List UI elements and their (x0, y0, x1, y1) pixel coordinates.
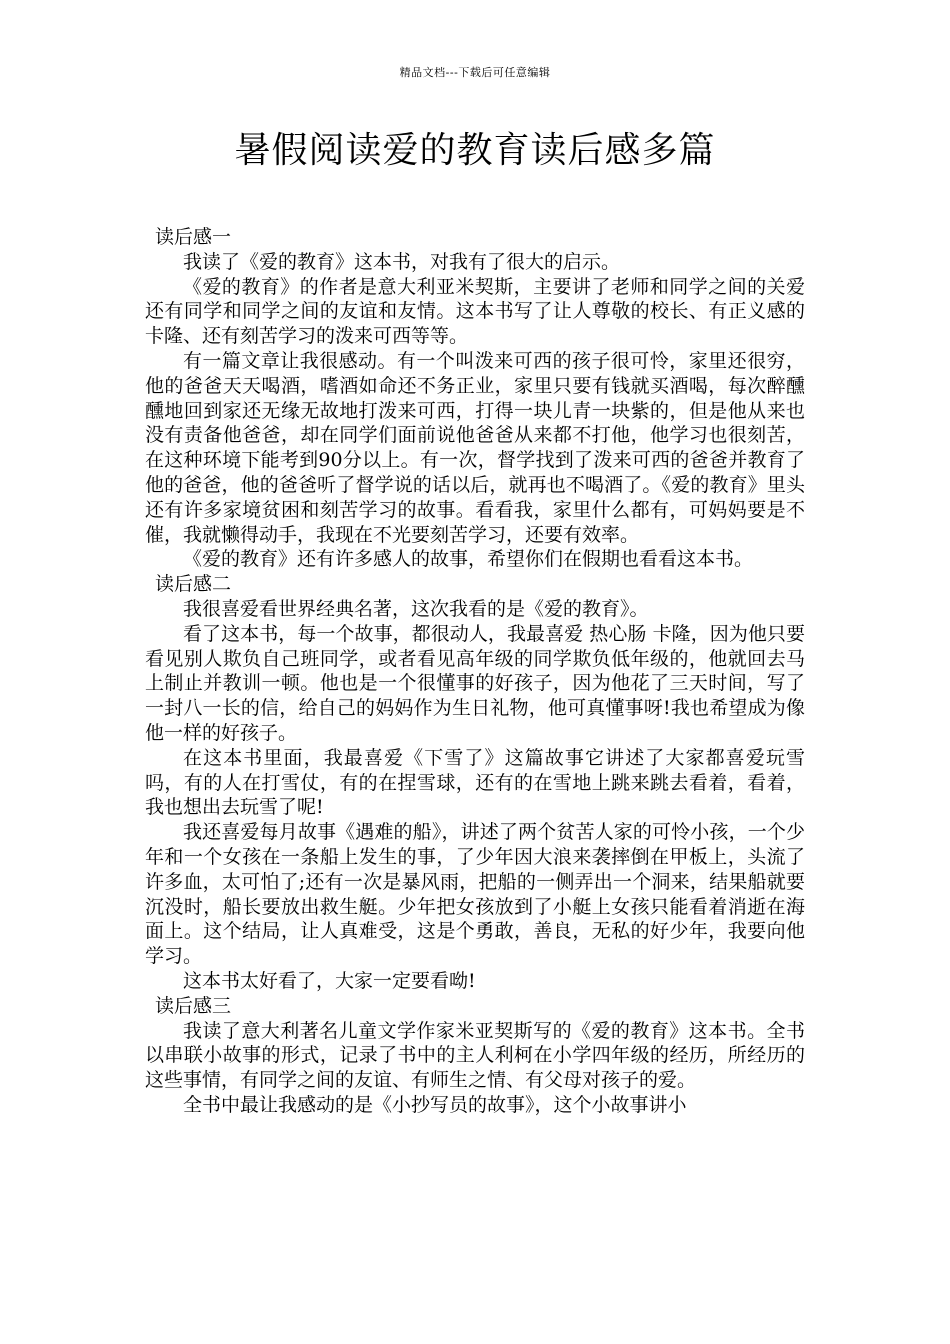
section-1 (145, 225, 805, 572)
paragraph: 有一篇文章让我很感动。有一个叫泼来可西的孩子很可怜，家里还很穷，他的爸爸天天喝酒，嗜酒如命还不务正业，家里只要有钱就买酒喝，每次醉醺醺地回到家还无缘无故地打泼来可西，打得一块儿青一块紫的，但是他从来也没有责备他爸爸，却在同学们面前说他爸爸从来都不打他，他学习也很刻苦，在这种环境下能考到90分以上。有一次，督学找到了泼来可西的爸爸并教育了他的爸爸，他的爸爸听了督学说的话以后，就再也不喝酒了。《爱的教育》里头还有许多家境贫困和刻苦学习的故事。看看我，家里什么都有，可妈妈要是不催，我就懒得动手，我现在不光要刻苦学习，还要有效率。 (145, 349, 805, 546)
paragraph: 《爱的教育》的作者是意大利亚米契斯，主要讲了老师和同学之间的关爱还有同学和同学之间的友谊和友情。这本书写了让人尊敬的校长、有正义感的卡隆、还有刻苦学习的泼来可西等等。 (145, 275, 805, 348)
paragraph: 我读了《爱的教育》这本书，对我有了很大的启示。 (183, 250, 621, 273)
paragraph: 我很喜爱看世界经典名著，这次我看的是《爱的教育》。 (183, 597, 649, 620)
paragraph: 我读了意大利著名儿童文学作家米亚契斯写的《爱的教育》这本书。全书以串联小故事的形式，记录了书中的主人利柯在小学四年级的经历，所经历的这些事情，有同学之间的友谊、有师生之情、有父母对孩子的爱。 (145, 1019, 805, 1092)
section-2 (145, 572, 805, 994)
paragraph: 《爱的教育》还有许多感人的故事，希望你们在假期也看看这本书。 (183, 548, 754, 571)
section-heading: 读后感一 (155, 226, 232, 248)
header-note: 精品文档---下载后可任意编辑 (399, 66, 551, 79)
paragraph: 我还喜爱每月故事《遇难的船》，讲述了两个贫苦人家的可怜小孩，一个少年和一个女孩在一条船上发生的事，了少年因大浪来袭摔倒在甲板上，头流了许多血，太可怕了;还有一次是暴风雨，把船的一侧弄出一个洞来，结果船就要沉没时，船长要放出救生艇。少年把女孩放到了小艇上女孩只能看着消逝在海面上。这个结局，让人真难受，这是个勇敢，善良，无私的好少年，我要向他学习。 (145, 821, 805, 968)
section-heading: 读后感二 (155, 573, 232, 596)
paragraph: 在这本书里面，我最喜爱《下雪了》这篇故事它讲述了大家都喜爱玩雪吗，有的人在打雪仗，有的在捏雪球，还有的在雪地上跳来跳去看着，看着，我也想出去玩雪了呢! (145, 746, 805, 819)
paragraph: 看了这本书，每一个故事，都很动人，我最喜爱 热心肠 卡隆，因为他只要看见别人欺负自己班同学，或者看见高年级的同学欺负低年级的，他就回去马上制止并教训一顿。他也是一个很懂事的好孩子，因为他花了三天时间，写了一封八一长的信，给自己的妈妈作为生日礼物，他可真懂事呀!我也希望成为像他一样的好孩子。 (145, 622, 805, 744)
section-heading: 读后感三 (155, 994, 232, 1017)
document-body (145, 225, 805, 1118)
paragraph: 全书中最让我感动的是《小抄写员的故事》，这个小故事讲小 (183, 1093, 687, 1116)
document-title: 暑假阅读爱的教育读后感多篇 (234, 130, 716, 171)
paragraph: 这本书太好看了，大家一定要看呦! (183, 969, 476, 992)
section-3 (145, 994, 805, 1118)
